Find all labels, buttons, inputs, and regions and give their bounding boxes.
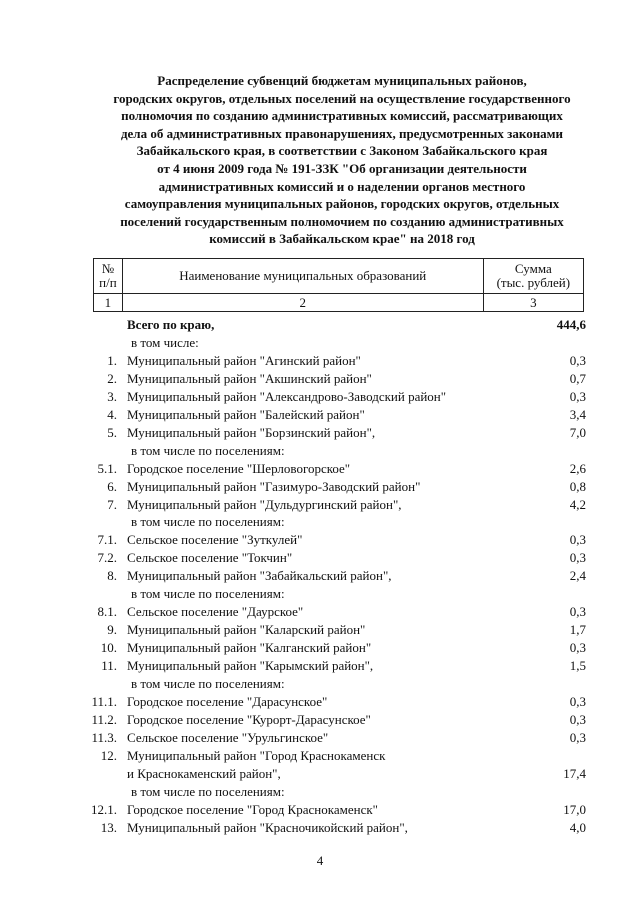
row-name: в том числе по поселениям: <box>131 442 285 458</box>
row-number: 2. <box>107 370 117 386</box>
row-name: Муниципальный район "Александрово-Заводский район" <box>127 388 447 404</box>
table-row <box>0 621 640 639</box>
header-num-line2: п/п <box>99 275 117 290</box>
row-name: Муниципальный район "Каларский район" <box>127 622 366 638</box>
title-line: Забайкальского края, в соответствии с Законом Забайкальского края <box>136 143 548 159</box>
table-row <box>0 424 640 442</box>
row-value: 0,7 <box>569 370 586 386</box>
table-header <box>93 258 584 312</box>
row-name: Сельское поселение "Токчин" <box>127 550 293 566</box>
row-number: 12. <box>100 747 117 763</box>
header-num-line1: № <box>101 261 115 276</box>
row-name: Сельское поселение "Даурское" <box>127 604 304 620</box>
table-row <box>0 801 640 819</box>
row-name: Муниципальный район "Борзинский район", <box>127 424 376 440</box>
row-name: Муниципальный район "Акшинский район" <box>127 370 372 386</box>
document-title <box>80 72 604 248</box>
table-row <box>0 765 640 783</box>
row-value: 0,3 <box>569 388 586 404</box>
row-number: 9. <box>107 622 117 638</box>
row-value: 1,7 <box>569 622 586 638</box>
table-row <box>0 693 640 711</box>
row-name: в том числе по поселениям: <box>131 514 285 530</box>
row-value: 3,4 <box>569 406 586 422</box>
row-value: 4,0 <box>569 819 586 835</box>
row-value: 444,6 <box>556 317 586 332</box>
title-line: от 4 июня 2009 года № 191-ЗЗК "Об организации деятельности <box>157 160 527 176</box>
row-name: Муниципальный район "Город Краснокаменск <box>127 747 386 763</box>
row-number: 7.2. <box>97 550 117 566</box>
header-num-cell <box>94 259 123 294</box>
header-name-cell: Наименование муниципальных образований <box>122 259 483 294</box>
row-value: 0,3 <box>569 693 586 709</box>
table-row <box>0 819 640 837</box>
row-number: 8. <box>107 568 117 584</box>
title-line: городских округов, отдельных поселений на осуществление государственного <box>113 90 571 106</box>
row-value: 7,0 <box>569 424 586 440</box>
row-value: 17,0 <box>563 801 586 817</box>
row-number: 12.1. <box>91 801 117 817</box>
table-row <box>0 334 640 352</box>
table-row <box>0 388 640 406</box>
row-value: 4,2 <box>569 496 586 512</box>
table-row <box>0 567 640 585</box>
row-number: 13. <box>100 819 117 835</box>
row-number: 3. <box>107 388 117 404</box>
row-number: 8.1. <box>97 604 117 620</box>
table-row <box>0 531 640 549</box>
table-row <box>0 711 640 729</box>
row-value: 1,5 <box>569 658 586 674</box>
table-row <box>0 496 640 514</box>
row-number: 7. <box>107 496 117 512</box>
row-name: в том числе по поселениям: <box>131 586 285 602</box>
table-row <box>0 603 640 621</box>
row-number: 7.1. <box>97 532 117 548</box>
row-name: Сельское поселение "Урульгинское" <box>127 729 329 745</box>
row-value: 0,3 <box>569 532 586 548</box>
row-value: 2,6 <box>569 460 586 476</box>
table-row <box>0 585 640 603</box>
row-name: Всего по краю, <box>127 317 215 332</box>
row-name: Муниципальный район "Балейский район" <box>127 406 365 422</box>
row-name: Муниципальный район "Красночикойский район", <box>127 819 408 835</box>
table-row <box>0 747 640 765</box>
title-line: поселений государственным полномочием по созданию административных <box>120 213 564 229</box>
row-name: в том числе по поселениям: <box>131 676 285 691</box>
row-number: 4. <box>107 406 117 422</box>
row-value: 0,3 <box>569 729 586 745</box>
row-name: Сельское поселение "Зуткулей" <box>127 532 303 548</box>
title-line: дела об административных правонарушениях, предусмотренных законами <box>120 125 564 141</box>
row-name: Муниципальный район "Дульдургинский район", <box>127 496 402 512</box>
table-row <box>0 675 640 693</box>
row-value: 0,3 <box>569 550 586 566</box>
table-row <box>0 442 640 460</box>
title-line: самоуправления муниципальных районов, городских округов, отдельных <box>124 196 560 212</box>
row-number: 11. <box>101 658 117 674</box>
row-value: 2,4 <box>569 568 586 584</box>
row-number: 11.3. <box>91 729 117 745</box>
page-number: 4 <box>316 853 324 868</box>
title-line: полномочия по созданию административных комиссий, рассматривающих <box>121 108 563 124</box>
header-col-index-2: 2 <box>122 294 483 312</box>
title-line: Распределение субвенций бюджетам муниципальных районов, <box>157 73 527 88</box>
header-sum-cell <box>483 259 583 294</box>
row-value: 0,3 <box>569 352 586 368</box>
title-line: административных комиссий и о наделении органов местного <box>158 178 526 194</box>
row-value: 0,3 <box>569 604 586 620</box>
table-row <box>0 729 640 747</box>
header-sum-line1: Сумма <box>514 261 552 276</box>
row-name: Муниципальный район "Карымский район", <box>127 658 374 674</box>
table-row <box>0 406 640 424</box>
row-number: 5. <box>107 424 117 440</box>
table-row <box>0 478 640 496</box>
row-name: Муниципальный район "Газимуро-Заводский район" <box>127 478 421 494</box>
row-name: Городское поселение "Город Краснокаменск" <box>127 801 378 817</box>
row-name: и Краснокаменский район", <box>127 765 281 781</box>
row-name: Муниципальный район "Забайкальский район", <box>127 568 392 584</box>
row-value: 0,3 <box>569 640 586 656</box>
table-row <box>0 352 640 370</box>
row-name: в том числе по поселениям: <box>131 783 285 799</box>
table-row <box>0 783 640 801</box>
row-number: 5.1. <box>97 460 117 476</box>
row-number: 1. <box>107 352 117 368</box>
table-row <box>0 639 640 657</box>
table-row <box>0 549 640 567</box>
title-line: комиссий в Забайкальском крае" на 2018 год <box>209 231 475 247</box>
table-row <box>0 513 640 531</box>
header-col-index-1: 1 <box>94 294 123 312</box>
row-value: 0,8 <box>569 478 586 494</box>
row-name: Муниципальный район "Агинский район" <box>127 352 361 368</box>
row-name: в том числе: <box>131 334 199 350</box>
row-value: 0,3 <box>569 711 586 727</box>
row-name: Городское поселение "Шерловогорское" <box>127 460 351 476</box>
row-number: 10. <box>100 640 117 656</box>
row-name: Муниципальный район "Калганский район" <box>127 640 372 656</box>
row-number: 11.2. <box>91 711 117 727</box>
table-row <box>0 316 640 334</box>
row-name: Городское поселение "Курорт-Дарасунское" <box>127 711 371 727</box>
row-value: 17,4 <box>563 765 586 781</box>
row-name: Городское поселение "Дарасунское" <box>127 693 328 709</box>
header-sum-line2: (тыс. рублей) <box>496 275 571 290</box>
table-row <box>0 460 640 478</box>
row-number: 11.1. <box>91 693 117 709</box>
table-row <box>0 657 640 675</box>
row-number: 6. <box>107 478 117 494</box>
header-col-index-3: 3 <box>483 294 583 312</box>
table-row <box>0 370 640 388</box>
